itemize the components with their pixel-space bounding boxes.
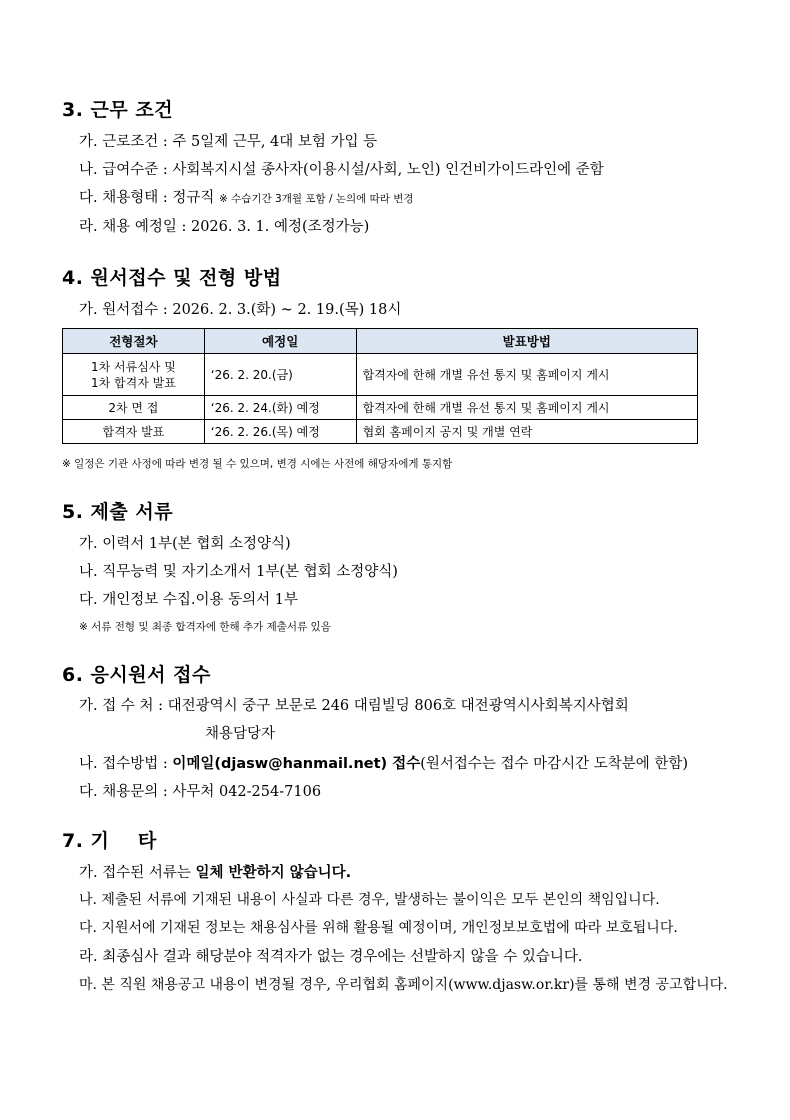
sec6-item-c: 다. 채용문의 : 사무처 042-254-7106 bbox=[79, 784, 322, 800]
sec6-item-b-prefix: 나. 접수방법 : bbox=[79, 756, 173, 772]
sec6-item-b bbox=[79, 752, 688, 773]
table-row bbox=[63, 420, 698, 444]
sec4-note: ※ 일정은 기관 사정에 따라 변경 될 수 있으며, 변경 시에는 사전에 해당자에게 통지함 bbox=[62, 458, 453, 470]
sec7-item-b: 나. 제출된 서류에 기재된 내용이 사실과 다른 경우, 발생하는 불이익은 모두 본인의 책임입니다. bbox=[79, 892, 660, 908]
section-6-title: 6. 응시원서 접수 bbox=[62, 664, 211, 686]
sec3-item-b: 나. 급여수준 : 사회복지시설 종사자(이용시설/사회, 노인) 인건비가이드라인에 준함 bbox=[79, 162, 604, 178]
table-header-step: 전형절차 bbox=[63, 329, 205, 354]
sec7-item-c: 다. 지원서에 기재된 정보는 채용심사를 위해 활용될 예정이며, 개인정보보호법에 따라 보호됩니다. bbox=[79, 920, 678, 936]
table-cell-method: 합격자에 한해 개별 유선 통지 및 홈페이지 게시 bbox=[356, 354, 697, 396]
section-3-title: 3. 근무 조건 bbox=[62, 99, 174, 121]
table-row bbox=[63, 396, 698, 420]
table-cell-date: ‘26. 2. 26.(목) 예정 bbox=[204, 420, 356, 444]
table-cell-step bbox=[63, 354, 205, 396]
sec7-item-d: 라. 최종심사 결과 해당분야 적격자가 없는 경우에는 선발하지 않을 수 있습니다. bbox=[79, 949, 583, 965]
sec3-item-c-note: ※ 수습기간 3개월 포함 / 논의에 따라 변경 bbox=[219, 193, 414, 205]
sec6-item-a-line1: 가. 접 수 처 : 대전광역시 중구 보문로 246 대림빌딩 806호 대전광역시사회복지사협회 bbox=[79, 698, 629, 714]
sec6-item-b-suffix: (원서접수는 접수 마감시간 도착분에 한함) bbox=[420, 756, 689, 772]
sec5-item-a: 가. 이력서 1부(본 협회 소정양식) bbox=[79, 536, 291, 552]
section-7-title: 7. 기 타 bbox=[62, 830, 157, 852]
sec5-item-c: 다. 개인정보 수집.이용 동의서 1부 bbox=[79, 592, 298, 608]
schedule-table bbox=[62, 328, 698, 444]
table-cell-method: 합격자에 한해 개별 유선 통지 및 홈페이지 게시 bbox=[356, 396, 697, 420]
sec6-item-b-email: 이메일(djasw@hanmail.net) 접수 bbox=[172, 756, 421, 772]
table-row bbox=[63, 354, 698, 396]
sec5-item-b: 나. 직무능력 및 자기소개서 1부(본 협회 소정양식) bbox=[79, 564, 398, 580]
sec7-item-e: 마. 본 직원 채용공고 내용이 변경될 경우, 우리협회 홈페이지(www.djasw.or.kr)를 통해 변경 공고합니다. bbox=[79, 977, 728, 993]
sec5-note: ※ 서류 전형 및 최종 합격자에 한해 추가 제출서류 있음 bbox=[79, 621, 331, 633]
table-cell-method: 협회 홈페이지 공지 및 개별 연락 bbox=[356, 420, 697, 444]
table-header-method: 발표방법 bbox=[356, 329, 697, 354]
sec7-item-a-prefix: 가. 접수된 서류는 bbox=[79, 865, 196, 881]
table-cell-step-line1: 1차 서류심사 및 bbox=[90, 359, 176, 374]
sec3-item-c-main: 다. 채용형태 : 정규직 bbox=[79, 190, 219, 206]
sec7-item-a-bold: 일체 반환하지 않습니다. bbox=[195, 865, 352, 881]
table-cell-date: ‘26. 2. 24.(화) 예정 bbox=[204, 396, 356, 420]
sec3-item-a: 가. 근로조건 : 주 5일제 근무, 4대 보험 가입 등 bbox=[79, 134, 378, 150]
sec6-item-a-line2: 채용담당자 bbox=[205, 726, 276, 742]
table-header-date: 예정일 bbox=[204, 329, 356, 354]
table-cell-step: 합격자 발표 bbox=[63, 420, 205, 444]
sec7-item-a bbox=[79, 861, 351, 882]
section-4-title: 4. 원서접수 및 전형 방법 bbox=[62, 267, 282, 289]
section-5-title: 5. 제출 서류 bbox=[62, 501, 174, 523]
table-cell-date: ‘26. 2. 20.(금) bbox=[204, 354, 356, 396]
sec4-item-a: 가. 원서접수 : 2026. 2. 3.(화) ~ 2. 19.(목) 18시 bbox=[79, 302, 402, 318]
table-cell-step: 2차 면 접 bbox=[63, 396, 205, 420]
table-header-row bbox=[63, 329, 698, 354]
sec3-item-c bbox=[79, 186, 414, 207]
table-cell-step-line2: 1차 합격자 발표 bbox=[90, 375, 176, 390]
sec3-item-d: 라. 채용 예정일 : 2026. 3. 1. 예정(조정가능) bbox=[79, 219, 370, 235]
